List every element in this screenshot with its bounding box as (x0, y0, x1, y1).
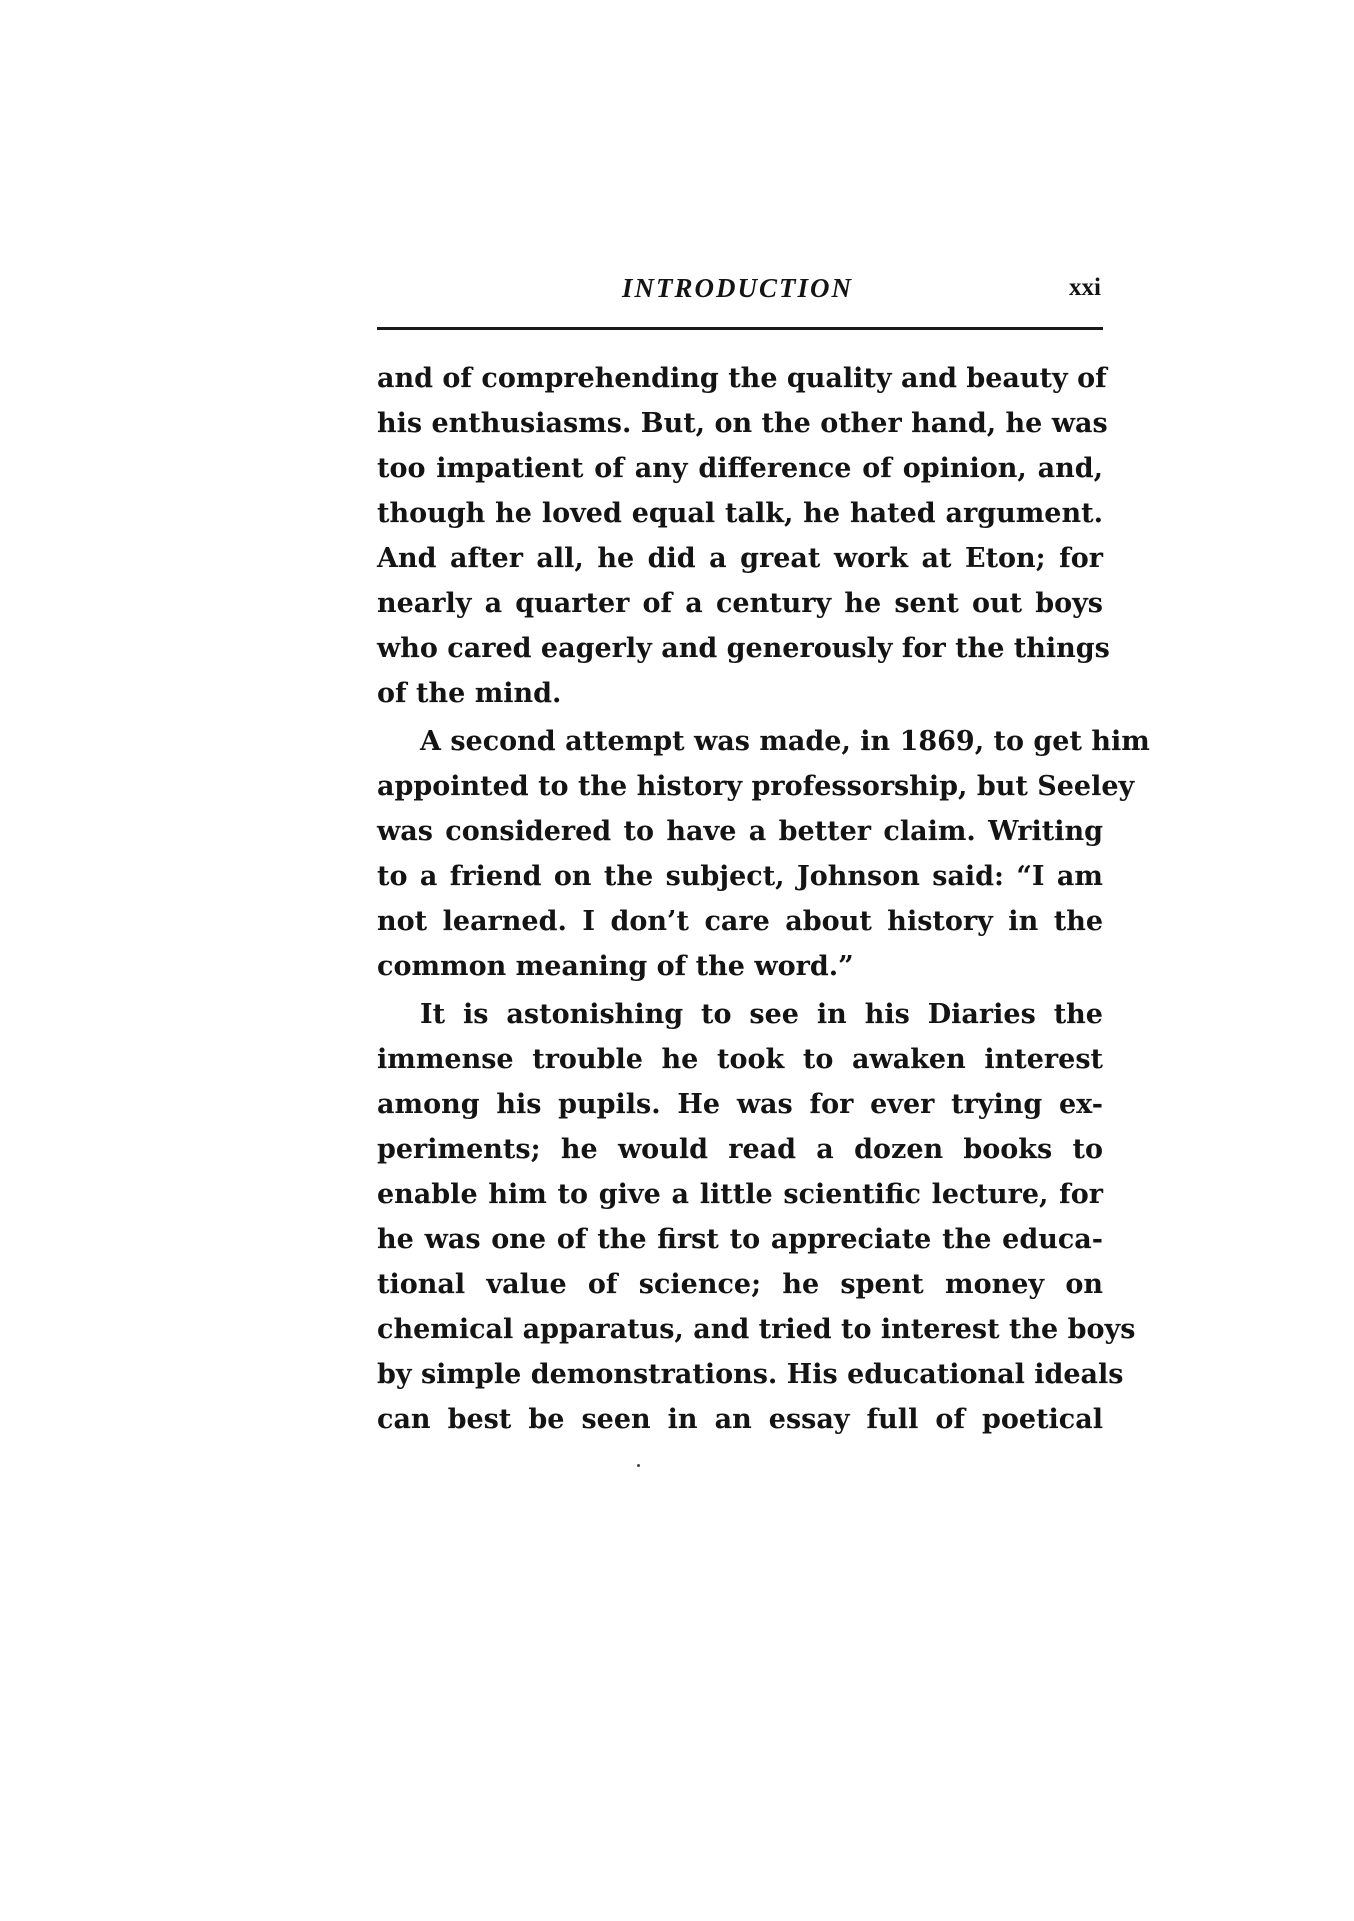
printer-mark (637, 1464, 640, 1467)
text-line: he was one of the first to appreciate the educa- (377, 1224, 1103, 1255)
text-line: It is astonishing to see in his Diaries the (420, 999, 1103, 1030)
text-line: chemical apparatus, and tried to interest the boys (377, 1314, 1136, 1345)
text-line: was considered to have a better claim. Writing (377, 816, 1103, 847)
text-line: among his pupils. He was for ever trying ex- (377, 1089, 1103, 1120)
text-line: immense trouble he took to awaken interest (377, 1044, 1103, 1075)
text-line: his enthusiasms. But, on the other hand, he was (377, 408, 1108, 439)
paragraph (377, 356, 1110, 716)
paragraph (377, 992, 1136, 1442)
text-line: not learned. I don’t care about history in the (377, 906, 1103, 937)
text-line: too impatient of any difference of opinion, and, (377, 453, 1103, 484)
running-head-title: INTRODUCTION (622, 273, 854, 303)
text-line: enable him to give a little scientific lecture, for (377, 1179, 1103, 1210)
header-rule (377, 327, 1103, 330)
text-line: nearly a quarter of a century he sent out boys (377, 588, 1103, 619)
text-line: who cared eagerly and generously for the things (377, 633, 1110, 664)
text-line: common meaning of the word.” (377, 951, 854, 982)
body-text (377, 356, 1150, 1442)
text-line: A second attempt was made, in 1869, to get him (420, 726, 1150, 757)
text-line: And after all, he did a great work at Eton; for (377, 543, 1103, 574)
text-line: to a friend on the subject, Johnson said: “I am (377, 861, 1103, 892)
text-line: periments; he would read a dozen books to (377, 1134, 1103, 1165)
text-line: by simple demonstrations. His educational ideals (377, 1359, 1124, 1390)
text-line: appointed to the history professorship, but Seeley (377, 771, 1135, 802)
text-line: of the mind. (377, 678, 562, 709)
running-head (377, 268, 1103, 308)
text-line: though he loved equal talk, he hated argument. (377, 498, 1103, 529)
text-line: tional value of science; he spent money on (377, 1269, 1103, 1300)
page-number: xxi (1069, 274, 1101, 301)
text-line: can best be seen in an essay full of poetical (377, 1404, 1103, 1435)
paragraph (377, 719, 1150, 989)
text-line: and of comprehending the quality and beauty of (377, 363, 1107, 394)
